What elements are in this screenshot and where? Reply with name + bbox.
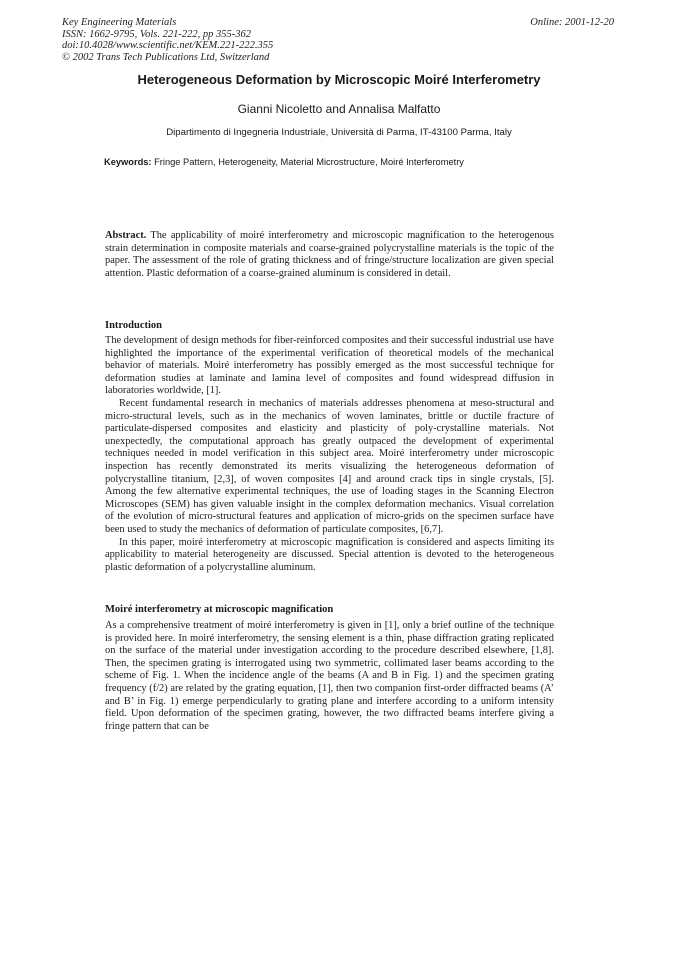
intro-paragraph: In this paper, moiré interferometry at microscopic magnification is considered and aspects limiting its applicability to material heterogeneity are discussed. Special attention is devoted to the heterogeneous plastic deformation of a polycrystalline aluminum. (105, 536, 554, 573)
journal-header (62, 17, 273, 63)
keywords-label: Keywords: (104, 157, 152, 167)
moire-paragraph: As a comprehensive treatment of moiré interferometry is given in [1], only a brief outline of the technique is provided here. In moiré interferometry, the sensing element is a thin, phase diffraction grating replicated on the surface of the material under investigation according to the procedure described elsewhere, [1,8]. Then, the specimen grating is interrogated using two symmetric, collimated laser beams according to the scheme of Fig. 1. When the incidence angle of the beams (A and B in Fig. 1) and the specimen grating frequency (f/2) are related by the grating equation, [1], then two companion first-order diffracted beams (A’ and B’ in Fig. 1) emerge perpendicularly to grating plane and interfere according to a uniform intensity field. Upon deformation of the specimen grating, however, the two diffracted beams interfere giving a fringe pattern that can be (105, 620, 554, 732)
abstract-text: The applicability of moiré interferometry and microscopic magnification to the heterogenous strain determination in composite materials and coarse-grained polycrystalline materials is the topic of the paper. The assessment of the role of grating thickness and of fringe/structure localization are given special attention. Plastic deformation of a coarse-grained aluminum is considered in detail. (105, 230, 554, 279)
abstract-label: Abstract. (105, 230, 147, 241)
introduction-body (105, 335, 554, 574)
intro-paragraph: The development of design methods for fiber-reinforced composites and their successful industrial use have highlighted the importance of the experimental verification of theoretical models of the mechanical behavior of materials. Moiré interferometry has possibly emerged as the most successful technique for deformation studies at laminate and lamina level of composites and found widespread diffusion in laboratories worldwide, [1]. (105, 335, 554, 397)
journal-name: Key Engineering Materials (62, 17, 177, 28)
keywords-text: Fringe Pattern, Heterogeneity, Material Microstructure, Moiré Interferometry (154, 157, 464, 167)
keywords-line (104, 157, 464, 167)
online-date: Online: 2001-12-20 (530, 17, 614, 28)
introduction-heading: Introduction (105, 320, 162, 331)
author-affiliation: Dipartimento di Ingegneria Industriale, Università di Parma, IT-43100 Parma, Italy (166, 127, 512, 138)
intro-paragraph: Recent fundamental research in mechanics of materials addresses phenomena at meso-structural and micro-structural levels, such as in the mechanics of woven laminates, brittle or ductile fracture of particulate-dispersed composites and elasticity and plasticity of poly-crystalline materials. Not unexpectedly, the computational approach has greatly outpaced the development of experimental techniques needed in model verification in this subject area. Moiré interferometry under microscopic inspection has recently demonstrated its merits visualizing the heterogeneous deformation of polycrystalline titanium, [2,3], of woven composites [4] and around crack tips in single crystals, [5]. Among the few alternative experimental techniques, the use of loading stages in the Scanning Electron Microscopes (SEM) has given valuable insight in the complex deformation mechanics. Visual correlation of the evolution of micro-structural features and application of micro-grids on the specimen surface have been used to study the mechanics of deformation of particulate composites, [6,7]. (105, 397, 554, 535)
copyright-line: © 2002 Trans Tech Publications Ltd, Switzerland (62, 51, 270, 63)
issn-line: ISSN: 1662-9795, Vols. 221-222, pp 355-362 (62, 28, 251, 40)
paper-authors: Gianni Nicoletto and Annalisa Malfatto (237, 102, 441, 116)
abstract (105, 230, 554, 280)
doi-line[interactable]: doi:10.4028/www.scientific.net/KEM.221-222.355 (62, 40, 274, 52)
paper-title: Heterogeneous Deformation by Microscopic Moiré Interferometry (137, 72, 541, 87)
moire-section-body (105, 620, 554, 733)
moire-section-heading: Moiré interferometry at microscopic magnification (105, 604, 334, 615)
